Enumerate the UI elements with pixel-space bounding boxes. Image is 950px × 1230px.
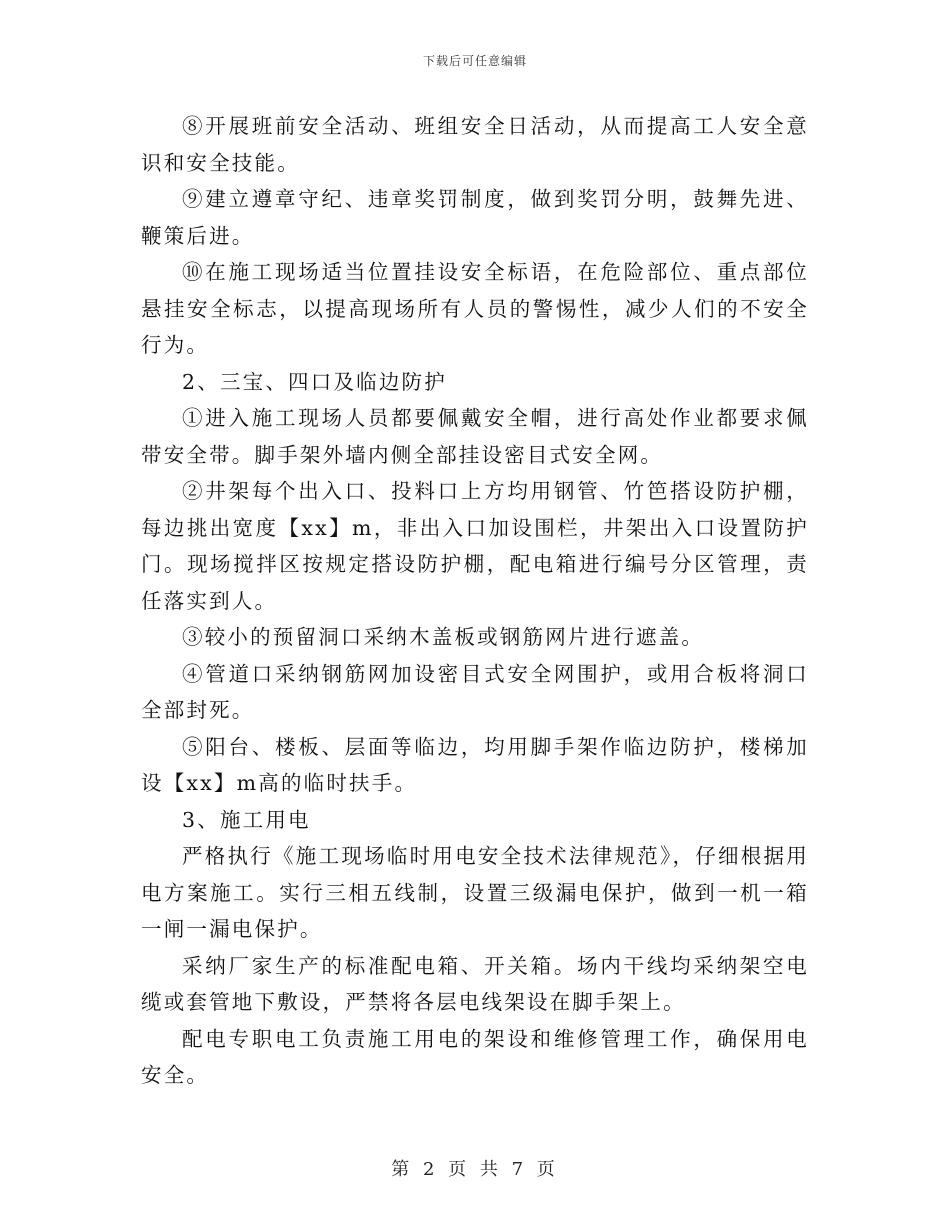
paragraph-item-10: ⑩在施工现场适当位置挂设安全标语，在危险部位、重点部位悬挂安全标志，以提高现场所有人员的警惕性，减少人们的不安全行为。 xyxy=(141,260,809,357)
paragraph-electricity-1: 严格执行《施工现场临时用电安全技术法律规范》，仔细根据用电方案施工。实行三相五线制，设置三级漏电保护，做到一机一箱一闸一漏电保护。 xyxy=(141,844,809,941)
paragraph-electricity-2: 采纳厂家生产的标准配电箱、开关箱。场内干线均采纳架空电缆或套管地下敷设，严禁将各层电线架设在脚手架上。 xyxy=(141,953,809,1014)
document-body xyxy=(141,108,809,1094)
paragraph-electricity-3: 配电专职电工负责施工用电的架设和维修管理工作，确保用电安全。 xyxy=(141,1026,809,1087)
section-heading-electricity: 3、施工用电 xyxy=(182,807,311,832)
paragraph-item-4: ④管道口采纳钢筋网加设密目式安全网围护，或用合板将洞口全部封死。 xyxy=(141,661,809,722)
page-header: 下载后可任意编辑 xyxy=(422,54,527,68)
paragraph-item-8: ⑧开展班前安全活动、班组安全日活动，从而提高工人安全意识和安全技能。 xyxy=(141,114,809,175)
section-heading-protection: 2、三宝、四口及临边防护 xyxy=(182,369,447,394)
page-footer: 第 2 页 共 7 页 xyxy=(391,1159,559,1180)
paragraph-item-9: ⑨建立遵章守纪、违章奖罚制度，做到奖罚分明，鼓舞先进、鞭策后进。 xyxy=(141,187,809,248)
paragraph-item-5: ⑤阳台、楼板、层面等临边，均用脚手架作临边防护，楼梯加设【xx】m高的临时扶手。 xyxy=(141,734,809,795)
paragraph-item-2: ②井架每个出入口、投料口上方均用钢管、竹笆搭设防护棚，每边挑出宽度【xx】m，非出入口加设围栏，井架出入口设置防护门。现场搅拌区按规定搭设防护棚，配电箱进行编号分区管理，责任落实到人。 xyxy=(141,479,809,613)
paragraph-item-1: ①进入施工现场人员都要佩戴安全帽，进行高处作业都要求佩带安全带。脚手架外墙内侧全部挂设密目式安全网。 xyxy=(141,406,809,467)
paragraph-item-3: ③较小的预留洞口采纳木盖板或钢筋网片进行遮盖。 xyxy=(182,625,705,649)
